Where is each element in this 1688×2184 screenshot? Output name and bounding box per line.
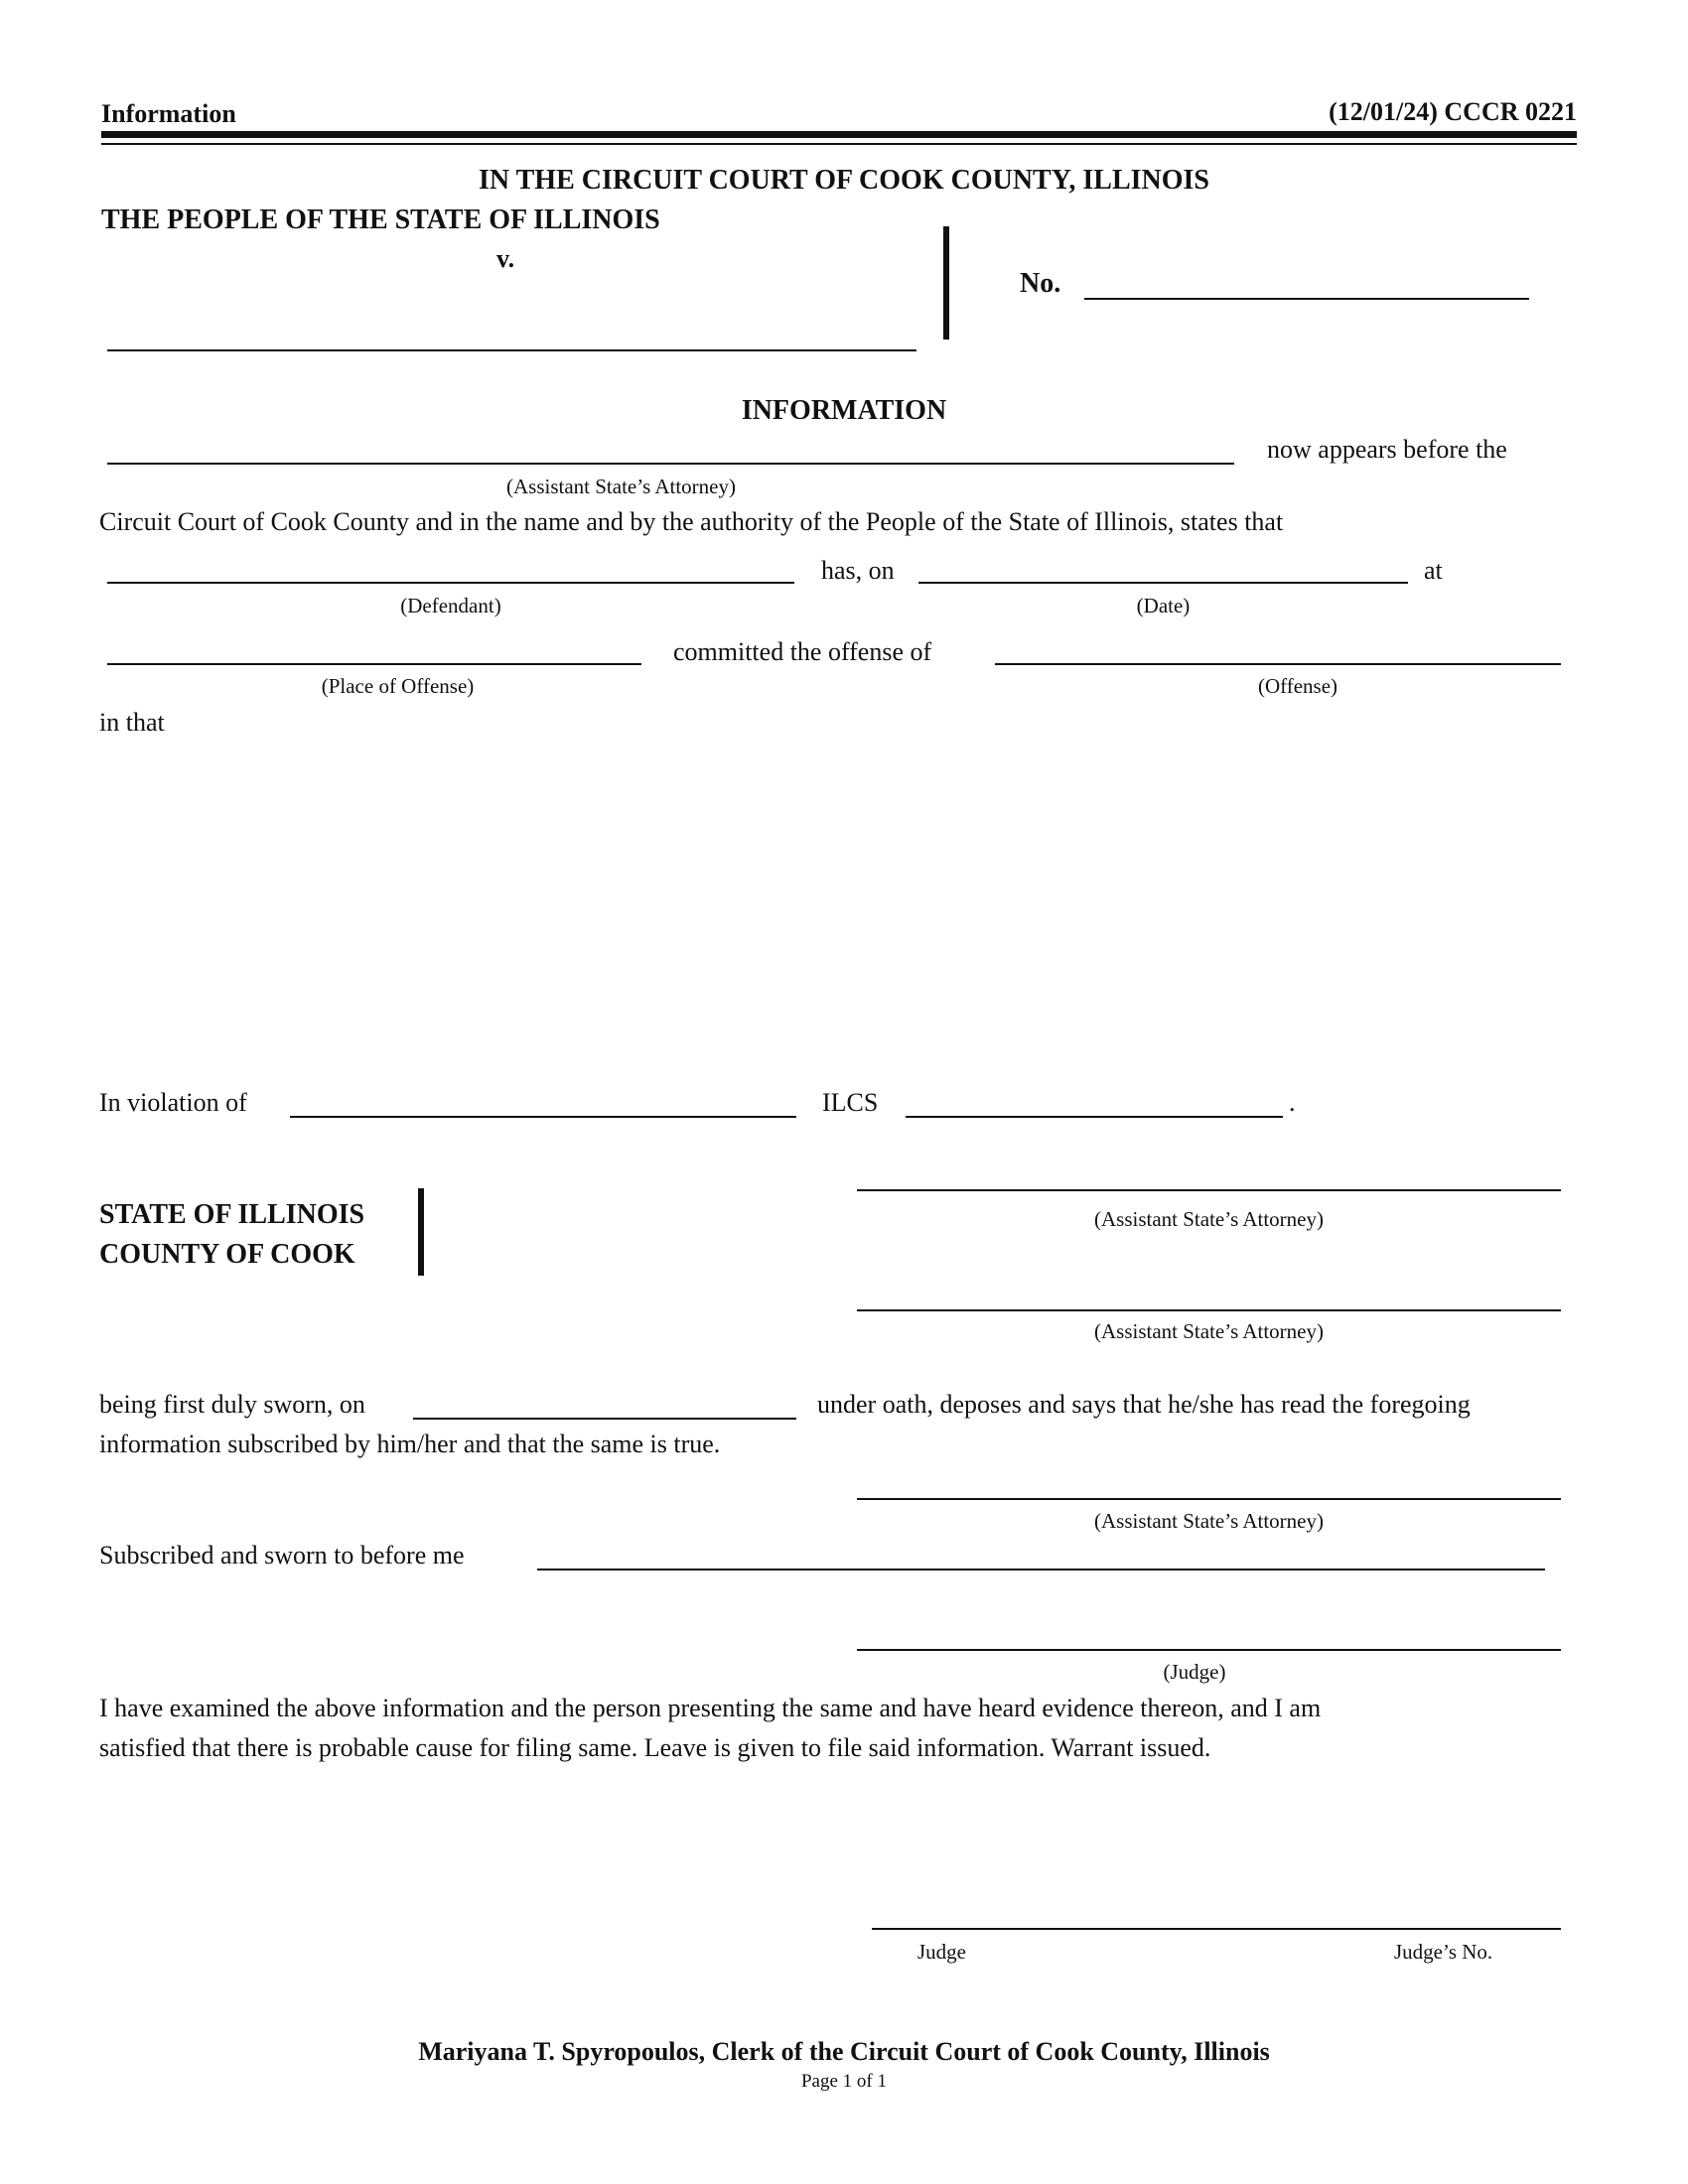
state-label: STATE OF ILLINOIS	[99, 1199, 365, 1230]
sworn-on-text: being first duly sworn, on	[99, 1390, 365, 1419]
asa-signature-field-2[interactable]	[857, 1307, 1561, 1311]
place-of-offense-field[interactable]	[107, 661, 641, 665]
finding-line-2: satisfied that there is probable cause for filing same. Leave is given to file said information. Warrant issued.	[99, 1733, 1211, 1762]
date-caption: (Date)	[1136, 594, 1191, 617]
header-rule-thick	[101, 131, 1577, 138]
plaintiff-name: THE PEOPLE OF THE STATE OF ILLINOIS	[101, 205, 660, 235]
authority-text: Circuit Court of Cook County and in the name and by the authority of the People of the State of Illinois, states that	[99, 507, 1284, 536]
case-number-label: No.	[1020, 268, 1061, 299]
asa-caption-3: (Assistant State’s Attorney)	[1094, 1509, 1324, 1533]
header-rule-thin	[101, 143, 1577, 145]
judge-signature-field-1[interactable]	[857, 1647, 1561, 1651]
form-number: (12/01/24) CCCR 0221	[1329, 97, 1577, 126]
asa-name-field[interactable]	[107, 461, 1234, 465]
violation-text: In violation of	[99, 1088, 247, 1117]
at-text: at	[1424, 556, 1443, 585]
asa-caption-1: (Assistant State’s Attorney)	[1094, 1207, 1324, 1231]
has-on-text: has, on	[821, 556, 895, 585]
court-heading: IN THE CIRCUIT COURT OF COOK COUNTY, ILLINOIS	[479, 165, 1209, 196]
judge-number-label: Judge’s No.	[1394, 1940, 1493, 1964]
oath-text: under oath, deposes and says that he/she has read the foregoing	[817, 1390, 1471, 1419]
versus-label: v.	[496, 244, 515, 273]
judge-caption: (Judge)	[1163, 1660, 1226, 1684]
caption-divider	[943, 226, 949, 340]
sworn-date-field[interactable]	[413, 1416, 796, 1420]
judge-label: Judge	[917, 1940, 966, 1964]
form-name: Information	[101, 99, 236, 128]
in-that-text: in that	[99, 708, 165, 737]
county-label: COUNTY OF COOK	[99, 1239, 355, 1270]
period-text: .	[1289, 1088, 1296, 1117]
appears-text: now appears before the	[1267, 435, 1507, 464]
case-number-field[interactable]	[1084, 296, 1529, 300]
page-number: Page 1 of 1	[800, 2071, 887, 2092]
defendant-caption-field[interactable]	[107, 347, 916, 351]
ilcs-section-field[interactable]	[906, 1114, 1283, 1118]
asa-signature-field-1[interactable]	[857, 1187, 1561, 1191]
ilcs-text: ILCS	[822, 1088, 879, 1117]
notary-field[interactable]	[537, 1567, 1545, 1570]
offense-caption: (Offense)	[1257, 674, 1338, 698]
offense-field[interactable]	[995, 661, 1561, 665]
place-caption: (Place of Offense)	[321, 674, 475, 698]
finding-line-1: I have examined the above information and the person presenting the same and have heard evidence thereon, and I am	[99, 1694, 1322, 1722]
clerk-footer: Mariyana T. Spyropoulos, Clerk of the Circuit Court of Cook County, Illinois	[418, 2037, 1270, 2066]
venue-divider	[418, 1188, 424, 1276]
document-title: INFORMATION	[741, 395, 947, 426]
offense-description-area[interactable]	[99, 747, 1573, 1078]
sworn-before-text: Subscribed and sworn to before me	[99, 1541, 465, 1570]
statute-field[interactable]	[290, 1114, 796, 1118]
asa-caption: (Assistant State’s Attorney)	[506, 475, 736, 498]
defendant-caption: (Defendant)	[400, 594, 501, 617]
asa-signature-field-3[interactable]	[857, 1496, 1561, 1500]
committed-text: committed the offense of	[673, 637, 932, 666]
subscribed-text: information subscribed by him/her and that the same is true.	[99, 1430, 721, 1458]
date-field[interactable]	[918, 580, 1408, 584]
defendant-field[interactable]	[107, 580, 794, 584]
judge-signature-field-2[interactable]	[872, 1926, 1561, 1930]
asa-caption-2: (Assistant State’s Attorney)	[1094, 1319, 1324, 1343]
